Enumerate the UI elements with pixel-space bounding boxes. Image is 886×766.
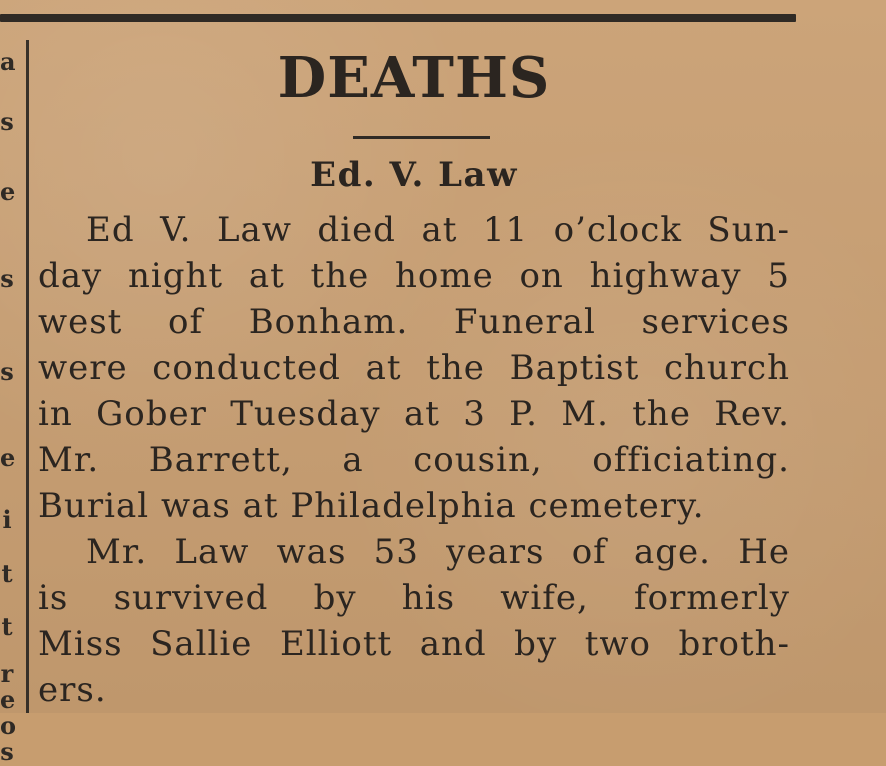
paragraph-line: is survived by his wife, formerly [38, 578, 790, 618]
left-fragment: o [0, 711, 17, 740]
left-fragment: e [0, 443, 16, 472]
left-fragment: s [0, 357, 14, 386]
left-fragment: s [0, 737, 14, 766]
paragraph-line: in Gober Tuesday at 3 P. M. the Rev. [38, 394, 790, 434]
section-title: DEATHS [277, 45, 551, 111]
column-divider [26, 40, 29, 713]
left-fragment: t [1, 559, 13, 588]
left-fragment: r [0, 659, 14, 688]
left-fragment: t [1, 612, 13, 641]
left-fragment: s [0, 264, 14, 293]
paragraph-line: ers. [38, 670, 107, 710]
left-fragment: i [2, 505, 12, 534]
left-fragment: e [0, 685, 16, 714]
paragraph-line: Miss Sallie Elliott and by two broth- [38, 624, 790, 664]
paragraph-line: Mr. Law was 53 years of age. He [86, 532, 790, 572]
article-subtitle: Ed. V. Law [310, 155, 518, 195]
paragraph-line: Ed V. Law died at 11 o’clock Sun- [86, 210, 790, 250]
title-rule [353, 136, 490, 139]
left-fragment: a [0, 47, 16, 76]
paragraph-line: west of Bonham. Funeral services [38, 302, 790, 342]
paragraph-line: Mr. Barrett, a cousin, officiating. [38, 440, 790, 480]
paragraph-line: Burial was at Philadelphia cemetery. [38, 486, 705, 526]
left-fragment: s [0, 107, 14, 136]
left-fragment: e [0, 177, 16, 206]
top-border-rule [0, 14, 796, 22]
death-notice-article [38, 44, 790, 710]
paragraph-line: day night at the home on highway 5 [38, 256, 790, 296]
left-column-fragments [0, 40, 22, 766]
paragraph-line: were conducted at the Baptist church [38, 348, 790, 388]
